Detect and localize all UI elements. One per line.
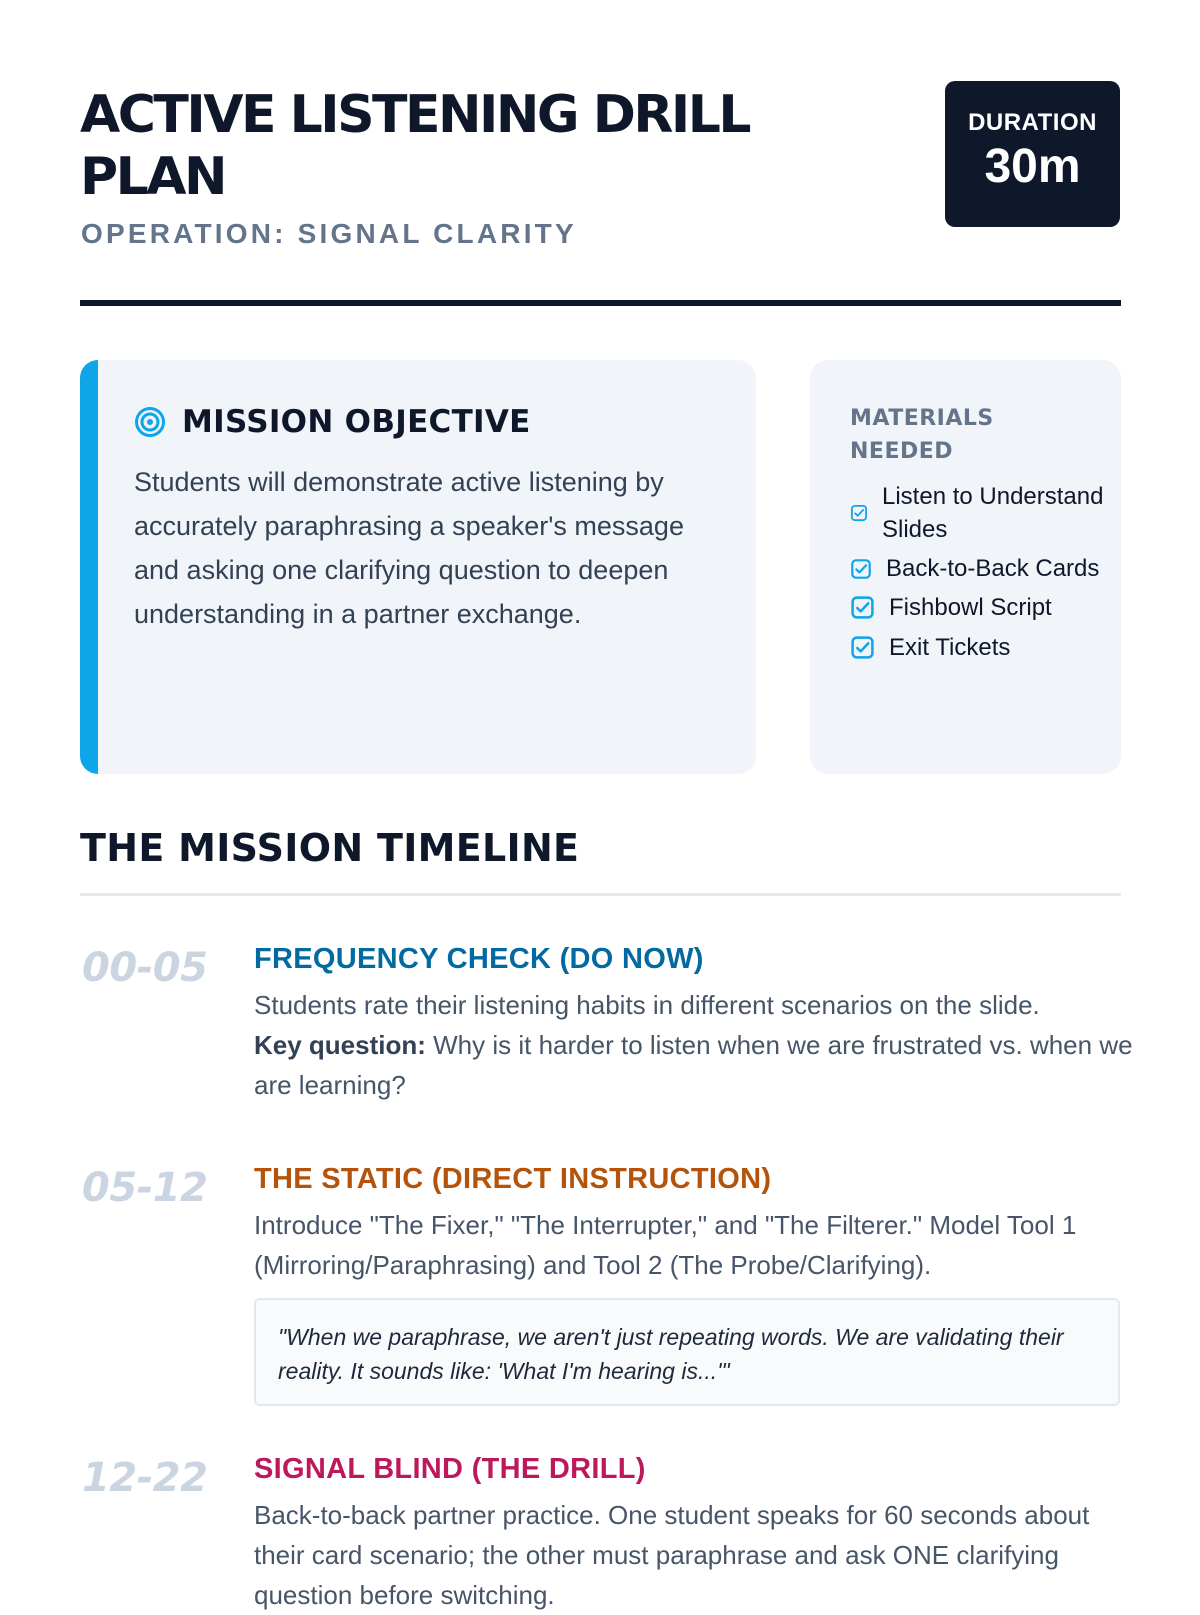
materials-title: MATERIALS NEEDED [850,406,994,464]
step-time: 00-05 [82,945,208,991]
step-time: 12-22 [82,1455,208,1501]
materials-item-label: Back-to-Back Cards [886,555,1100,582]
mission-objective-card [80,360,756,774]
page-title: ACTIVE LISTENING DRILL PLAN [80,85,750,207]
target-icon [134,406,166,438]
materials-item [850,480,1110,546]
objective-title: MISSION OBJECTIVE [182,404,531,440]
checkbox-checked-icon [850,558,872,580]
step-title: FREQUENCY CHECK (DO NOW) [254,943,704,975]
materials-item-label: Listen to Understand Slides [882,483,1104,543]
quote-box [254,1298,1120,1406]
checkbox-checked-icon [850,595,875,620]
checkbox-checked-icon [850,504,868,522]
objective-heading [134,404,531,440]
step-description: Back-to-back partner practice. One student speaks for 60 seconds about their card scenario; the other must paraphrase and ask ONE clarifying question before switching. [254,1500,1090,1610]
timeline-title: THE MISSION TIMELINE [80,826,580,870]
step-time: 05-12 [82,1165,208,1211]
objective-accent-bar [80,360,98,774]
timeline-divider [80,893,1121,896]
quote-text: "When we paraphrase, we aren't just repeating words. We are validating their reality. It sounds like: 'What I'm hearing is...'" [278,1324,1064,1384]
materials-item [850,591,1110,624]
checkbox-checked-icon [850,635,875,660]
materials-item-label: Fishbowl Script [889,594,1052,621]
key-question-label: Key question: [254,1030,426,1060]
step-description: Introduce "The Fixer," "The Interrupter," and "The Filterer." Model Tool 1 (Mirroring/Paraphrasing) and Tool 2 (The Probe/Clarifying). [254,1210,1077,1280]
materials-item [850,631,1110,664]
key-question-text: Why is it harder to listen when we are frustrated vs. when we are learning? [254,1030,1133,1100]
step-text: Students rate their listening habits in different scenarios on the slide. [254,990,1040,1020]
objective-text: Students will demonstrate active listening by accurately paraphrasing a speaker's message and asking one clarifying question to deepen understanding in a partner exchange. [134,467,684,629]
page-subtitle: OPERATION: SIGNAL CLARITY [81,218,577,249]
header-divider [80,300,1121,306]
step-title: SIGNAL BLIND (THE DRILL) [254,1453,646,1485]
materials-list [850,480,1110,664]
step-title: THE STATIC (DIRECT INSTRUCTION) [254,1163,772,1195]
materials-item [850,552,1110,585]
duration-value: 30m [984,140,1081,193]
materials-item-label: Exit Tickets [889,634,1011,661]
duration-badge [945,81,1120,227]
step-description [254,985,1134,1105]
duration-label: DURATION [968,109,1097,136]
materials-card [810,360,1121,774]
